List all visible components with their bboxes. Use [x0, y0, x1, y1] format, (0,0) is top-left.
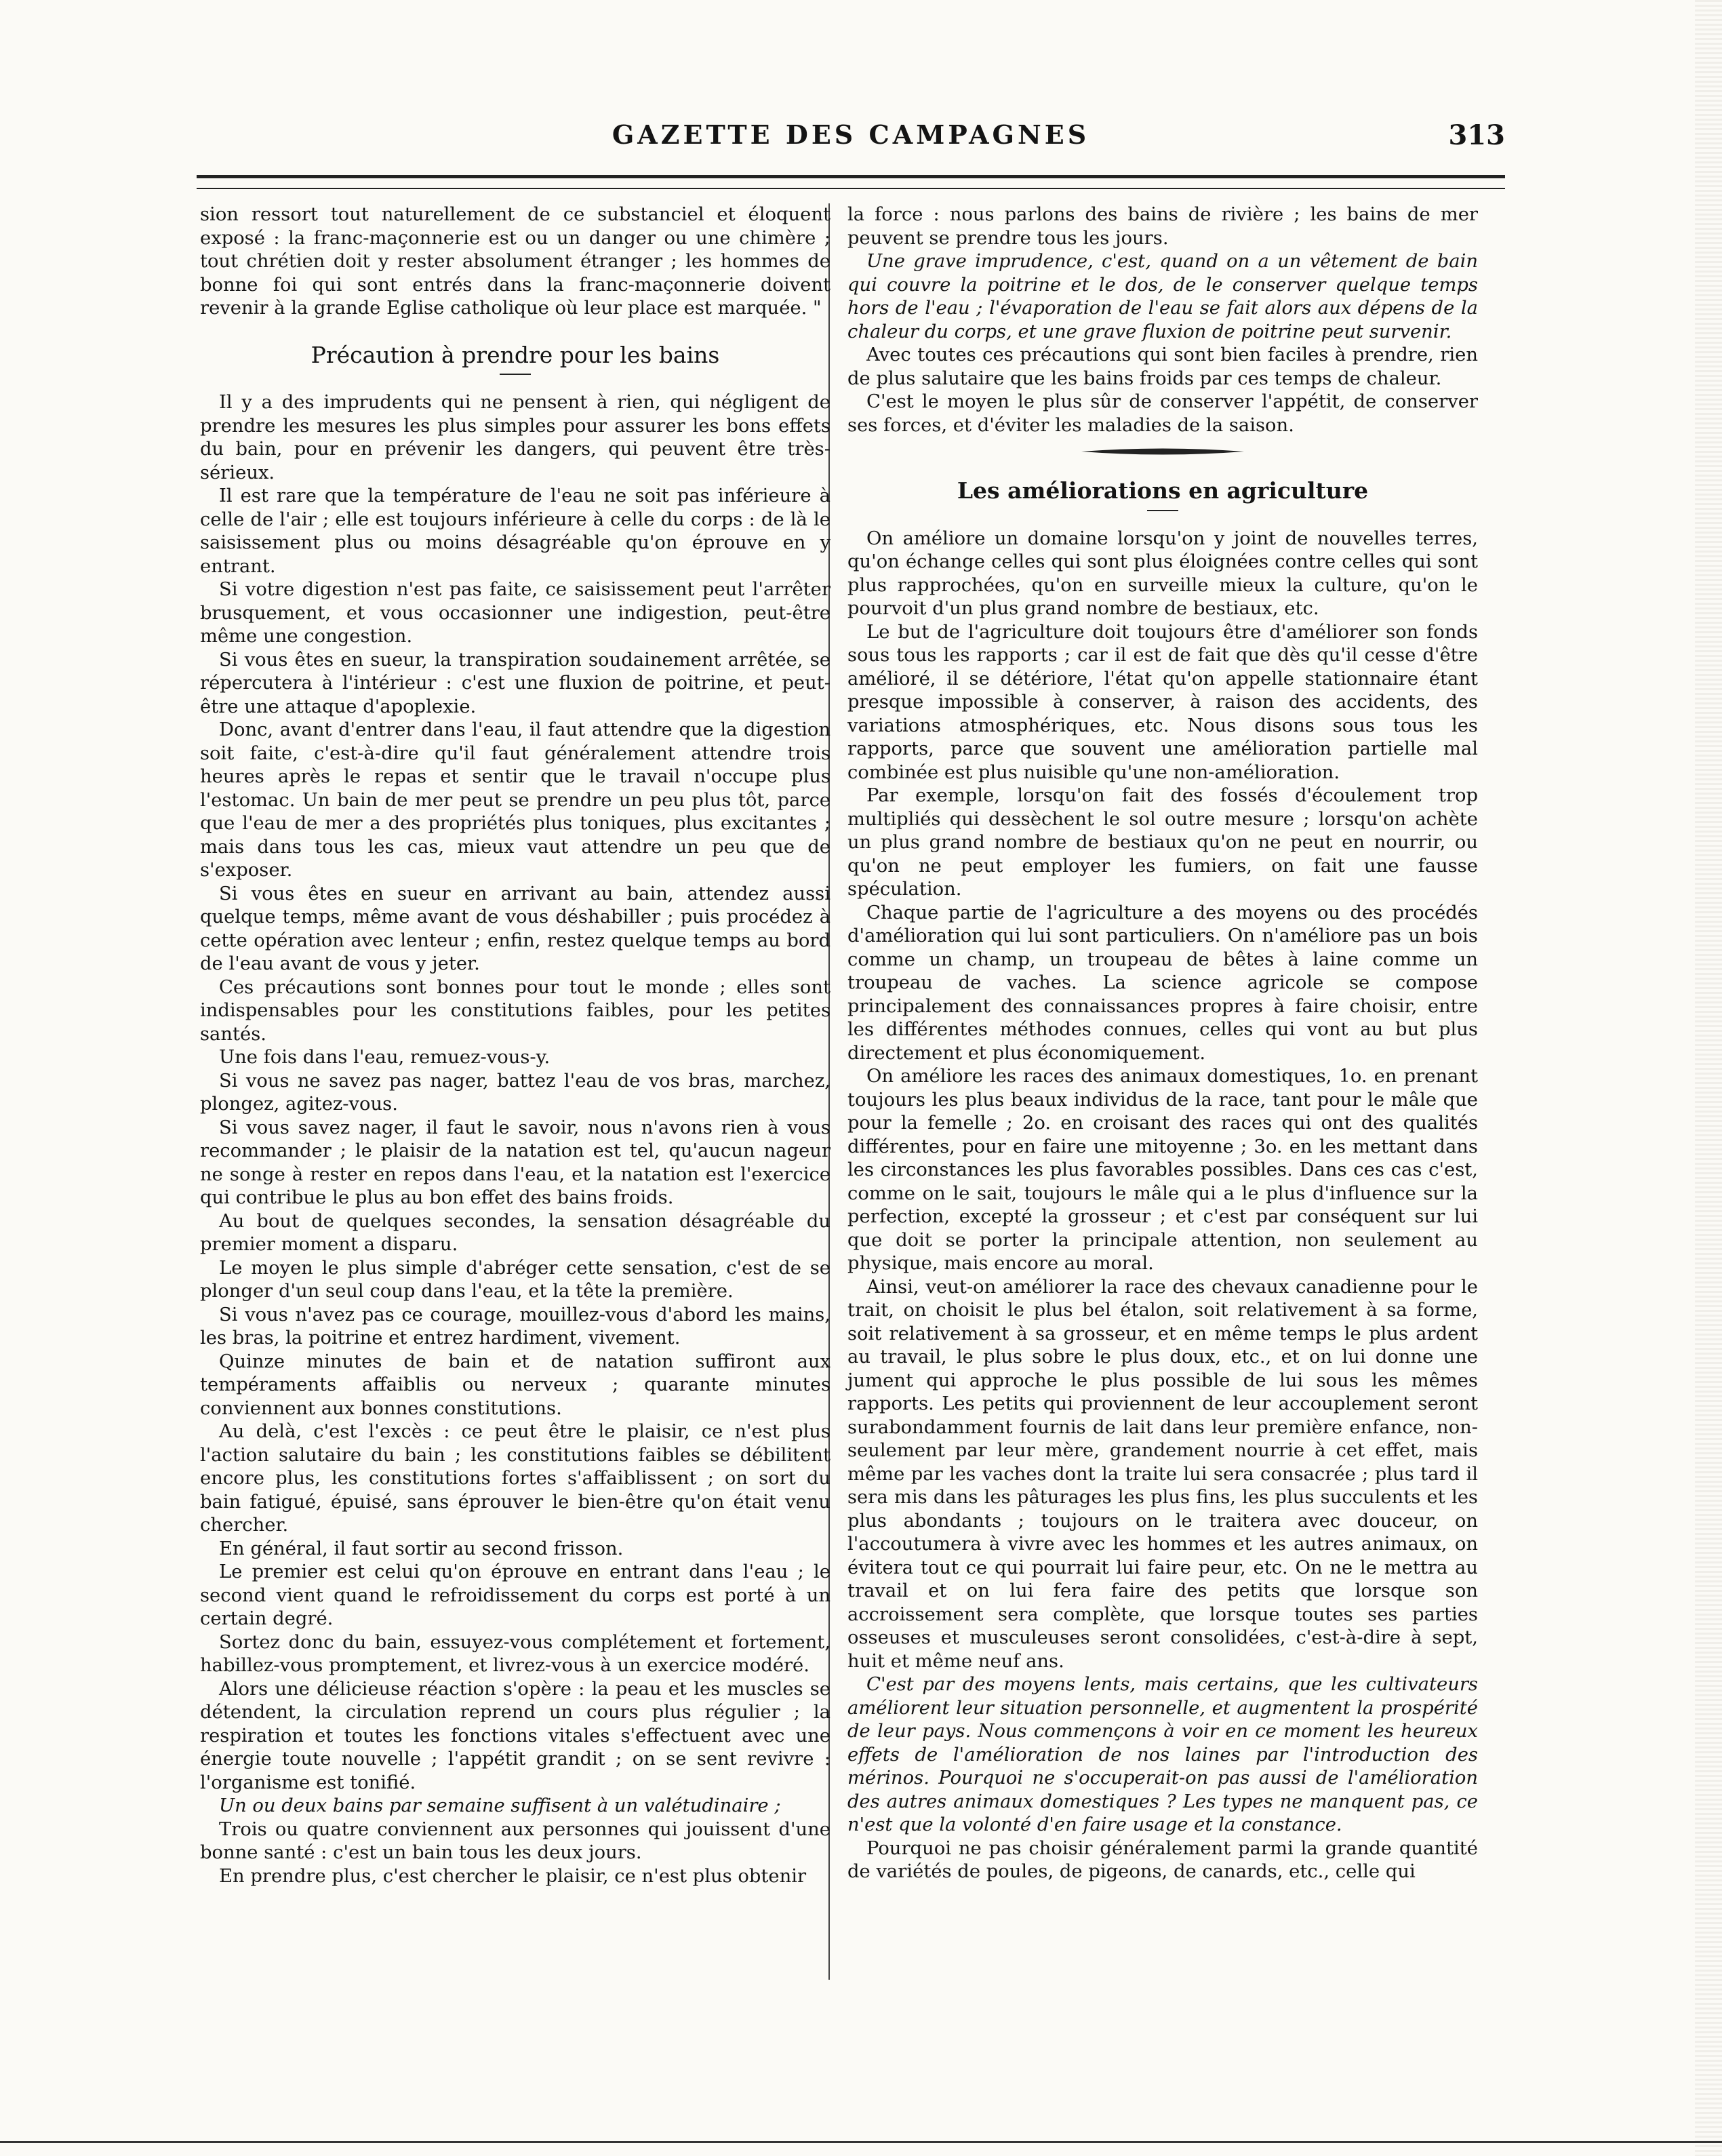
- agriculture-article-body: [847, 527, 1478, 1884]
- paragraph: Si votre digestion n'est pas faite, ce saisissement peut l'arrêter brusquement, et vous occasionner une indigestion, peut-être même une congestion.: [200, 579, 830, 647]
- paragraph: Si vous êtes en sueur, la transpiration soudainement arrêtée, se répercutera à l'intérieur : c'est une fluxion de poitrine, et peut-être une attaque d'apoplexie.: [200, 649, 830, 717]
- newspaper-title: GAZETTE DES CAMPAGNES: [612, 119, 1090, 150]
- page-edge-shadow: [1695, 0, 1722, 2156]
- paragraph-italic: Un ou deux bains par semaine suffisent à un valétudinaire ;: [219, 1795, 781, 1816]
- article-heading-baths: Précaution à prendre pour les bains: [311, 341, 720, 368]
- paragraph: Si vous savez nager, il faut le savoir, nous n'avons rien à vous recommander ; le plaisir de la natation est tel, qu'aucun nageur ne songe à rester en repos dans l'eau, et la natation est l'exercice qui contribue le plus au bon effet des bains froids.: [200, 1117, 830, 1208]
- paragraph: Donc, avant d'entrer dans l'eau, il faut attendre que la digestion soit faite, c'est-à-dire qu'il faut généralement attendre trois heures après le repas et sentir que le travail n'occupe plus l'estomac. Un bain de mer peut se prendre un peu plus tôt, parce que l'eau de mer a des propriétés plus toniques, plus excitantes ; mais dans tous les cas, mieux vaut attendre un peu que de s'exposer.: [200, 719, 830, 881]
- heading-rule: [1147, 510, 1178, 511]
- paragraph: Il est rare que la température de l'eau ne soit pas inférieure à celle de l'air ; elle est toujours inférieure à celle du corps : de là le saisissement plus ou moins désagréable qu'on éprouve en y entrant.: [200, 485, 830, 577]
- paragraph: On améliore un domaine lorsqu'on y joint de nouvelles terres, qu'on échange celles qui sont plus éloignées contre celles qui sont plus rapprochées, qu'on en surveille mieux la culture, qu'on le pourvoit d'un plus grand nombre de bestiaux, etc.: [847, 527, 1478, 619]
- paragraph: Sortez donc du bain, essuyez-vous complétement et fortement, habillez-vous promptement, et livrez-vous à un exercice modéré.: [200, 1631, 830, 1676]
- article-continuation: sion ressort tout naturellement de ce substanciel et éloquent exposé : la franc-maçonnerie est ou un danger ou une chimère ; tout chrétien doit y rester absolument étranger ; les hommes de bonne foi qui sont entrés dans la franc-maçonnerie doivent revenir à la grande Eglise catholique où leur place est marquée. ": [200, 204, 830, 319]
- article-heading-agriculture: Les améliorations en agriculture: [957, 477, 1369, 504]
- paragraph: Avec toutes ces précautions qui sont bien faciles à prendre, rien de plus salutaire que les bains froids par ces temps de chaleur.: [847, 344, 1478, 389]
- paragraph: Le premier est celui qu'on éprouve en entrant dans l'eau ; le second vient quand le refroidissement du corps est porté à un certain degré.: [200, 1561, 830, 1629]
- paragraph: Il y a des imprudents qui ne pensent à rien, qui négligent de prendre les mesures les plus simples pour assurer les bons effets du bain, pour en prévenir les dangers, qui peuvent être très-sérieux.: [200, 392, 830, 483]
- paragraph: En général, il faut sortir au second frisson.: [219, 1538, 624, 1559]
- paragraph: Ainsi, veut-on améliorer la race des chevaux canadienne pour le trait, on choisit le plus bel étalon, soit relativement à sa forme, soit relativement à sa grosseur, et en même temps le plus ardent au travail, le plus sobre le plus doux, etc., et on lui donne une jument qui approche le plus possible de lui sous les mêmes rapports. Les petits qui proviennent de leur accouplement seront surabondamment fournis de lait dans leur première enfance, non-seulement par leur mère, grandement nourrie à cet effet, mais même par les vaches dont la traite lui sera consacrée ; plus tard il sera mis dans les pâturages les plus fins, les plus succulents et les plus abondants ; toujours on le traitera avec douceur, on l'accoutumera à vivre avec les hommes et les autres animaux, on évitera tout ce qui pourrait lui faire peur, etc. On ne le mettra au travail et on lui fera faire des petits que lorsque son accroissement sera complète, que lorsque toutes ses parties osseuses et musculeuses seront consolidées, c'est-à-dire à sept, huit et même neuf ans.: [847, 1276, 1478, 1672]
- paragraph: Quinze minutes de bain et de natation suffiront aux tempéraments affaiblis ou nerveux ; quarante minutes conviennent aux bonnes constitutions.: [200, 1351, 830, 1419]
- paragraph: Si vous ne savez pas nager, battez l'eau de vos bras, marchez, plongez, agitez-vous.: [200, 1070, 830, 1115]
- paragraph: Chaque partie de l'agriculture a des moyens ou des procédés d'amélioration qui lui sont particuliers. On n'améliore pas un bois comme un champ, un troupeau de bêtes à laine comme un troupeau de vaches. La science agricole se compose principalement des connaissances propres à faire choisir, entre les différentes méthodes connues, celles qui vont au but plus directement et plus économiquement.: [847, 902, 1478, 1064]
- left-column: [200, 203, 830, 1980]
- paragraph: la force : nous parlons des bains de rivière ; les bains de mer peuvent se prendre tous les jours.: [847, 204, 1478, 249]
- paragraph: Pourquoi ne pas choisir généralement parmi la grande quantité de variétés de poules, de pigeons, de canards, etc., celle qui: [847, 1837, 1478, 1882]
- paragraph: On améliore les races des animaux domestiques, 1o. en prenant toujours les plus beaux individus de la race, tant pour le mâle que pour la femelle ; 2o. en croisant des races qui ont des qualités différentes, pour en faire une mitoyenne ; 3o. en les mettant dans les circonstances les plus favorables possibles. Dans ces cas c'est, comme on le sait, toujours le mâle qui a le plus d'influence sur la perfection, excepté la grosseur ; et c'est par conséquent sur lui que doit se porter la principale attention, non seulement au physique, mais encore au moral.: [847, 1066, 1478, 1274]
- paragraph: En prendre plus, c'est chercher le plaisir, ce n'est plus obtenir: [219, 1865, 807, 1887]
- heading-rule: [500, 374, 531, 375]
- right-column: [847, 203, 1478, 1980]
- paragraph-italic: Une grave imprudence, c'est, quand on a un vêtement de bain qui couvre la poitrine et le dos, de le conserver quelque temps hors de l'eau ; l'évaporation de l'eau se fait alors aux dépens de la chaleur du corps, et une grave fluxion de poitrine peut survenir.: [847, 251, 1478, 342]
- paragraph: C'est le moyen le plus sûr de conserver l'appétit, de conserver ses forces, et d'éviter les maladies de la saison.: [847, 391, 1478, 436]
- header-rule: [197, 175, 1505, 189]
- ornamental-dash: [1081, 447, 1244, 456]
- paragraph: Le but de l'agriculture doit toujours être d'améliorer son fonds sous tous les rapports ; car il est de fait que dès qu'il cesse d'être amélioré, il se détériore, l'état qu'on appelle stationnaire étant presque impossible à conserver, à raison des accidents, des variations atmosphériques, etc. Nous disons sous tous les rapports, parce que souvent une amélioration partielle mal combinée est plus nuisible qu'une non-amélioration.: [847, 621, 1478, 783]
- page-number: 313: [1448, 119, 1505, 151]
- paragraph: Au bout de quelques secondes, la sensation désagréable du premier moment a disparu.: [200, 1210, 830, 1255]
- paragraph: Trois ou quatre conviennent aux personnes qui jouissent d'une bonne santé : c'est un bain tous les deux jours.: [200, 1818, 830, 1863]
- paragraph: Une fois dans l'eau, remuez-vous-y.: [219, 1047, 550, 1068]
- paragraph: Par exemple, lorsqu'on fait des fossés d'écoulement trop multipliés qui dessèchent le sol outre mesure ; lorsqu'on achète un plus grand nombre de bestiaux qu'on ne peut en nourrir, ou qu'on ne peut employer les fumiers, on fait une fausse spéculation.: [847, 785, 1478, 900]
- paragraph: Si vous n'avez pas ce courage, mouillez-vous d'abord les mains, les bras, la poitrine et entrez hardiment, vivement.: [200, 1304, 830, 1349]
- page-bottom-rule: [0, 2141, 1722, 2143]
- paragraph: Le moyen le plus simple d'abréger cette sensation, c'est de se plonger d'un seul coup dans l'eau, et la tête la première.: [200, 1257, 830, 1302]
- paragraph: Alors une délicieuse réaction s'opère : la peau et les muscles se détendent, la circulation reprend un cours plus régulier ; la respiration et toutes les fonctions vitales s'effectuent avec une énergie toute nouvelle ; l'appétit grandit ; on se sent revivre : l'organisme est tonifié.: [200, 1678, 830, 1793]
- paragraph-italic: C'est par des moyens lents, mais certains, que les cultivateurs améliorent leur situation personnelle, et augmentent la prospérité de leur pays. Nous commençons à voir en ce moment les heureux effets de l'amélioration de nos laines par l'introduction des mérinos. Pourquoi ne s'occuperait-on pas aussi de l'amélioration des autres animaux domestiques ? Les types ne manquent pas, ce n'est que la volonté d'en faire usage et la constance.: [847, 1674, 1478, 1835]
- masthead: [197, 119, 1505, 155]
- paragraph: Au delà, c'est l'excès : ce peut être le plaisir, ce n'est plus l'action salutaire du bain ; les constitutions faibles se débilitent encore plus, les constitutions fortes s'affaiblissent ; on sort du bain fatigué, épuisé, sans éprouver le bien-être qu'on était venu chercher.: [200, 1421, 830, 1536]
- baths-article-body: [200, 391, 830, 1888]
- paragraph: Ces précautions sont bonnes pour tout le monde ; elles sont indispensables pour les constitutions faibles, pour les petites santés.: [200, 976, 830, 1045]
- paragraph: Si vous êtes en sueur en arrivant au bain, attendez aussi quelque temps, même avant de vous déshabiller ; puis procédez à cette opération avec lenteur ; enfin, restez quelque temps au bord de l'eau avant de vous y jeter.: [200, 883, 830, 974]
